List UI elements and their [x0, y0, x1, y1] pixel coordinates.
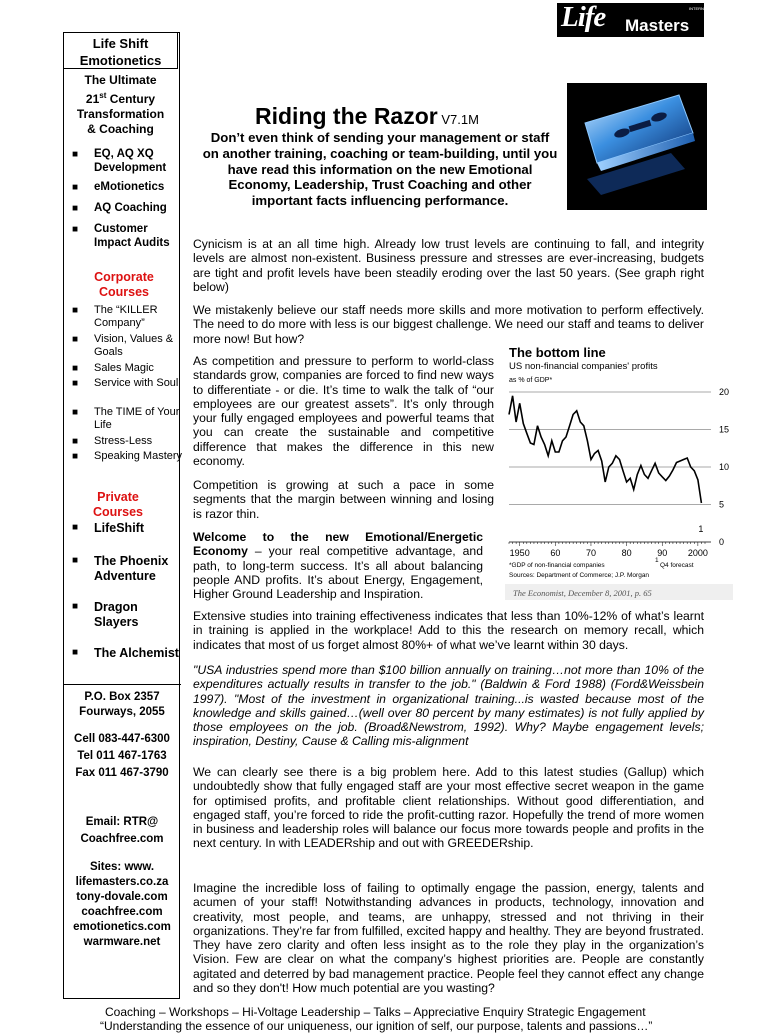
fax-phone: Fax 011 467-3790: [75, 767, 169, 779]
cell-phone: Cell 083-447-6300: [74, 733, 170, 745]
chart-footnote1: *GDP of non-financial companies: [509, 562, 605, 569]
sidebar-title-line1: Life Shift: [92, 36, 149, 51]
chart-xtick-label: 90: [657, 548, 668, 558]
chart-xtick-label: 1950: [509, 548, 530, 558]
tagline-line1: The Ultimate: [84, 73, 157, 87]
email-line1[interactable]: Email: RTR@: [85, 816, 159, 828]
tagline-line2: 21st Century: [85, 91, 156, 106]
sidebar-tagline: [63, 73, 178, 137]
address-line1: P.O. Box 2357: [84, 691, 160, 703]
razor-blade-icon: [567, 83, 707, 210]
emotional-economy-heading: Welcome to the new Emotional/Energetic Economy: [193, 530, 483, 559]
services-list: ■ EQ, AQ XQ Development ■ eMotionetics ■ AQ Coaching ■ Customer Impact Audits: [72, 148, 170, 249]
tagline-line4: & Coaching: [87, 122, 154, 136]
profits-chart: [505, 344, 737, 602]
chart-xticks: [509, 542, 708, 558]
footer-services: Coaching – Workshops – Hi-Voltage Leadership – Talks – Appreciative Enquiry Strategic Engagement: [105, 1005, 646, 1019]
page-subtitle: Don’t even think of sending your management or staff on another training, coaching or team-building, until you have read this information on the new Emotional Economy, Leadership, Trust Coaching and other important facts influencing performance.: [202, 130, 558, 209]
chart-credit: The Economist, December 8, 2001, p. 65: [513, 588, 652, 598]
version-label: V7.1M: [437, 112, 479, 127]
chart-annotation: 1: [698, 524, 704, 534]
sidebar-title: [63, 32, 178, 69]
sidebar-divider: [63, 684, 181, 685]
lifemasters-logo: [557, 1, 721, 37]
chart-xtick-label: 60: [550, 548, 561, 558]
address-line2: Fourways, 2055: [79, 706, 165, 718]
chart-footnote2-marker: 1: [655, 557, 659, 564]
chart-ytick-label: 10: [719, 462, 730, 472]
paragraph-quotes: "USA industries spend more than $100 billion annually on training…not more than 10% of the expenditures actually results in transfer to the job." (Baldwin & Ford 1988) (Ford&Weissbein 1997). "Most of the investment in organizational training...is wasted because most of the knowledge and skills gained…(well over 80 percent by many estimates) is not fully applied by those employees on the job. (Broad&Newstrom, 1992). Why? Maybe engagement levels; inspiration, Destiny, Cause & Calling mis-alignment: [193, 663, 704, 749]
chart-ytick-label: 20: [719, 387, 730, 397]
chart-yticks: [719, 387, 729, 547]
paragraph-skills: We mistakenly believe our staff needs more skills and more motivation to perform effectively. The need to do more with less is our biggest challenge. We need our staff and teams to deliver more now! But how?: [193, 303, 704, 346]
chart-ytick-label: 5: [719, 499, 725, 510]
site-link[interactable]: coachfree.com: [81, 906, 163, 918]
sites-heading: Sites: www.: [89, 861, 155, 873]
logo-international-text: INTERNATIONAL: [689, 6, 721, 11]
chart-xtick-label: 2000: [687, 548, 708, 558]
paragraph-competition: As competition and pressure to perform to world-class standards grow, companies are forced to find new ways to differentiate - or die. It’s time to walk the talk of “our employees are our greatest assets”. It’s only through your fully engaged employees and powerful teams that you can create the sustainable and competitive difference that makes the difference in this new economy.: [193, 354, 494, 469]
paragraph-imagine: Imagine the incredible loss of failing to optimally engage the passion, energy, talents and acumen of your staff! Notwithstanding advances in products, technology, innovation and creativity, most people, and teams, are unhappy, stressed and not thriving in their organizations. They’re far from fulfilled, excited happy and healthy. They are beyond frustrated. They have zero clarity and often less insight as to the role they play in the organization’s Vision. Few are clear on what the company’s highest priorities are. People are constantly agitated and deterred by bad management practice. People feel they cannot effect any change and so they don't! How much potential are you wasting?: [193, 881, 704, 996]
chart-svg: [505, 344, 737, 602]
email-line2[interactable]: Coachfree.com: [80, 833, 164, 845]
chart-ytick-label: 15: [719, 424, 730, 435]
chart-subtitle: US non-financial companies' profits: [509, 361, 658, 372]
chart-ylabel: as % of GDP*: [509, 377, 553, 384]
chart-source: Sources: Department of Commerce; J.P. Morgan: [509, 572, 650, 579]
site-link[interactable]: tony-dovale.com: [76, 891, 168, 903]
chart-xtick-label: 80: [621, 548, 632, 558]
corporate-courses-list: ■ The “KILLER Company” ■ Vision, Values & Goals ■ Sales Magic ■ Service with Soul ■ The TIME of Your Life ■ Stress-Less ■ Speaking Mastery: [72, 304, 183, 462]
tel-phone: Tel 011 467-1763: [77, 750, 167, 762]
private-courses-list: ■ LifeShift ■ The Phoenix Adventure ■ Dragon Slayers ■ The Alchemist: [72, 521, 179, 660]
corporate-courses-heading: Corporate Courses: [94, 270, 154, 299]
logo-masters-text: Masters: [625, 16, 690, 35]
page-title: [255, 103, 479, 130]
paragraph-razor-thin: Competition is growing at such a pace in some segments that the margin between winning and losing is razor thin.: [193, 478, 494, 521]
chart-xtick-label: 70: [585, 548, 596, 558]
sidebar-title-line2: Emotionetics: [79, 53, 162, 68]
page-title-text: Riding the Razor: [255, 103, 438, 129]
paragraph-gallup: We can clearly see there is a big problem here. Add to this latest studies (Gallup) which undoubtedly show that fully engaged staff are your most effective secret weapon in the game for optimised profits, and profitable client relationships. Without good differentiation, and engaged staff, you’re forced to ride the profit-cutting razor. Hopefully the trend of more women in business and leadership roles will balance our focus more towards people and profits in the next century. In with LEADERship and out with GREEDERship.: [193, 765, 704, 851]
sidebar-contact: [63, 690, 181, 950]
site-link[interactable]: warmware.net: [83, 936, 161, 948]
site-link[interactable]: emotionetics.com: [73, 921, 171, 933]
chart-series-line: [509, 396, 701, 503]
private-courses-heading: Private Courses: [92, 490, 144, 519]
paragraph-training-studies: Extensive studies into training effectiveness indicates that less than 10%-12% of what’s learnt in training is applied in the workplace! Add to this the research on memory recall, which indicates that most of us forget almost 80%+ of what we’ve learnt within 30 days.: [193, 609, 704, 652]
chart-footnote2: Q4 forecast: [660, 562, 694, 569]
paragraph-emotional-economy: Welcome to the new Emotional/Energetic Economy – your real competitive advantage, and path, to long-term success. It’s all about balancing people AND profits. It’s about Energy, Engagement, Higher Ground Leadership and Inspiration.: [193, 530, 483, 602]
chart-title: The bottom line: [509, 345, 606, 360]
footer-quote: “Understanding the essence of our uniqueness, our ignition of self, our purpose, talents and passions…”: [100, 1019, 653, 1033]
paragraph-cynicism: Cynicism is at an all time high. Already low trust levels are continuing to fall, and integrity levels are almost non-existent. Business pressure and stresses are ever-increasing, budgets are tight and profit levels have been steadily eroding over the last 50 years. (See graph right below): [193, 237, 704, 294]
site-link[interactable]: lifemasters.co.za: [75, 876, 169, 888]
tagline-line3: Transformation: [76, 107, 165, 121]
chart-grid: [509, 392, 711, 542]
logo-life-text: Life: [561, 1, 606, 33]
chart-ytick-label: 0: [719, 537, 725, 547]
razor-blade-image: [567, 83, 707, 210]
